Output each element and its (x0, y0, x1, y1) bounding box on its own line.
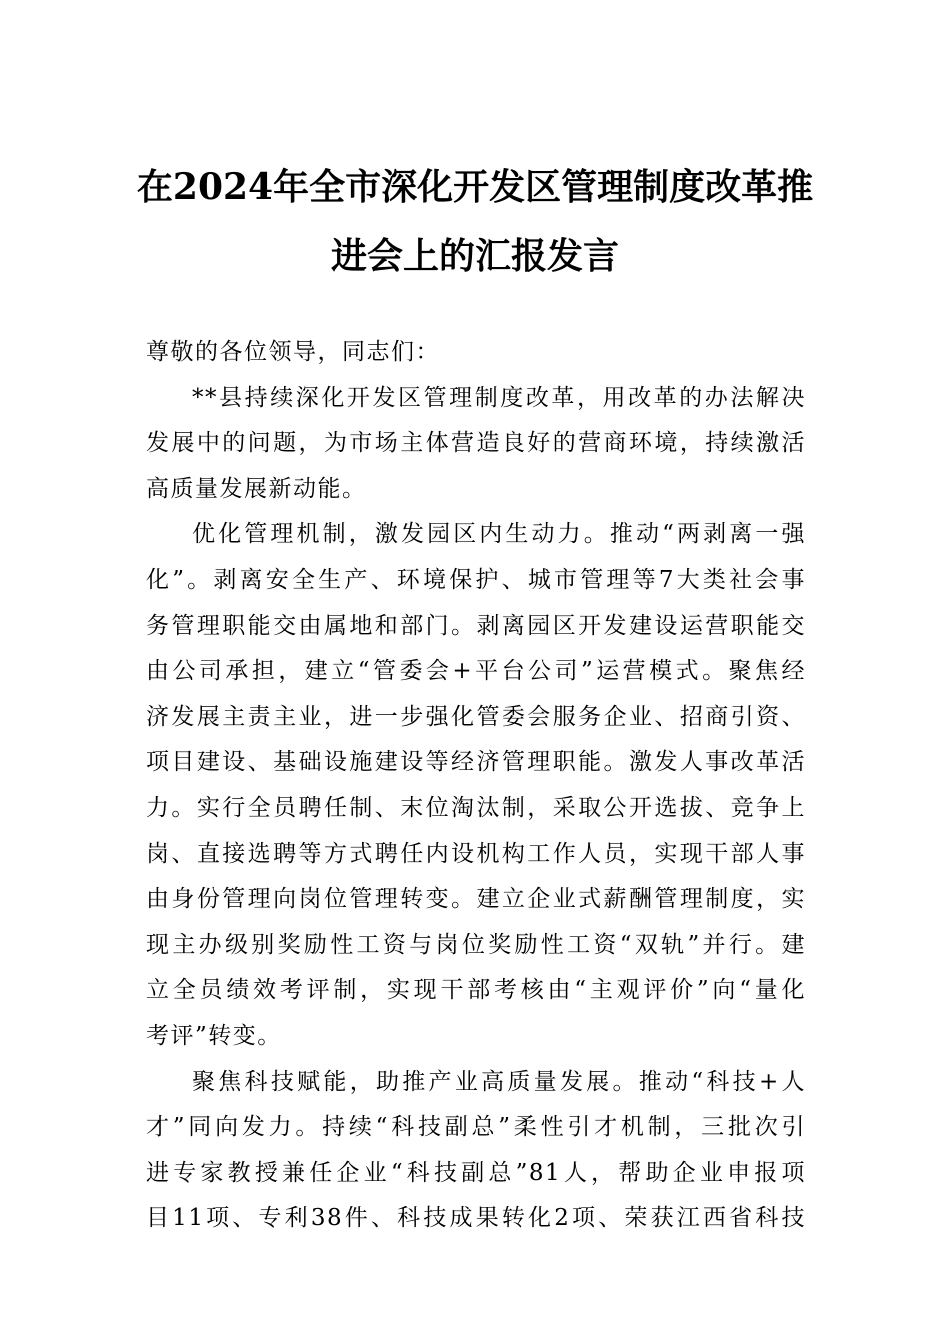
paragraph-2-line-9: 由身份管理向岗位管理转变。建立企业式薪酬管理制度，实 (146, 886, 806, 913)
paragraph-2-line-4: 由公司承担，建立“管委会+平台公司”运营模式。聚焦经 (146, 658, 806, 685)
paragraph-3-line-4: 目11项、专利38件、科技成果转化2项、荣获江西省科技 (146, 1205, 806, 1232)
paragraph-2-line-1: 优化管理机制，激发园区内生动力。推动“两剥离一强 (192, 521, 806, 548)
paragraph-1-line-2: 发展中的问题，为市场主体营造良好的营商环境，持续激活 (146, 430, 806, 457)
paragraph-1-line-3: 高质量发展新动能。 (146, 475, 367, 502)
paragraph-3-line-3: 进专家教授兼任企业“科技副总”81人，帮助企业申报项 (146, 1159, 806, 1186)
paragraph-2-line-12: 考评”转变。 (146, 1022, 282, 1049)
paragraph-2-line-2: 化”。剥离安全生产、环境保护、城市管理等7大类社会事 (146, 566, 806, 593)
document-body (146, 330, 806, 1242)
salutation: 尊敬的各位领导，同志们： (146, 339, 440, 365)
paragraph-2-line-6: 项目建设、基础设施建设等经济管理职能。激发人事改革活 (146, 749, 806, 776)
paragraph-2-line-5: 济发展主责主业，进一步强化管委会服务企业、招商引资、 (146, 703, 806, 730)
paragraph-2-line-11: 立全员绩效考评制，实现干部考核由“主观评价”向“量化 (146, 977, 806, 1004)
paragraph-3-line-2: 才”同向发力。持续“科技副总”柔性引才机制，三批次引 (146, 1114, 806, 1141)
document-title-line-2: 进会上的汇报发言 (330, 235, 619, 277)
paragraph-2-line-7: 力。实行全员聘任制、末位淘汰制，采取公开选拔、竞争上 (146, 794, 806, 821)
paragraph-3-line-1: 聚焦科技赋能，助推产业高质量发展。推动“科技+人 (192, 1068, 806, 1095)
paragraph-2-line-8: 岗、直接选聘等方式聘任内设机构工作人员，实现干部人事 (146, 840, 806, 867)
document-title-line-1: 在2024年全市深化开发区管理制度改革推 (136, 166, 814, 208)
paragraph-1-line-1: **县持续深化开发区管理制度改革，用改革的办法解决 (192, 384, 806, 411)
paragraph-2-line-3: 务管理职能交由属地和部门。剥离园区开发建设运营职能交 (146, 612, 806, 639)
paragraph-2-line-10: 现主办级别奖励性工资与岗位奖励性工资“双轨”并行。建 (146, 931, 806, 958)
